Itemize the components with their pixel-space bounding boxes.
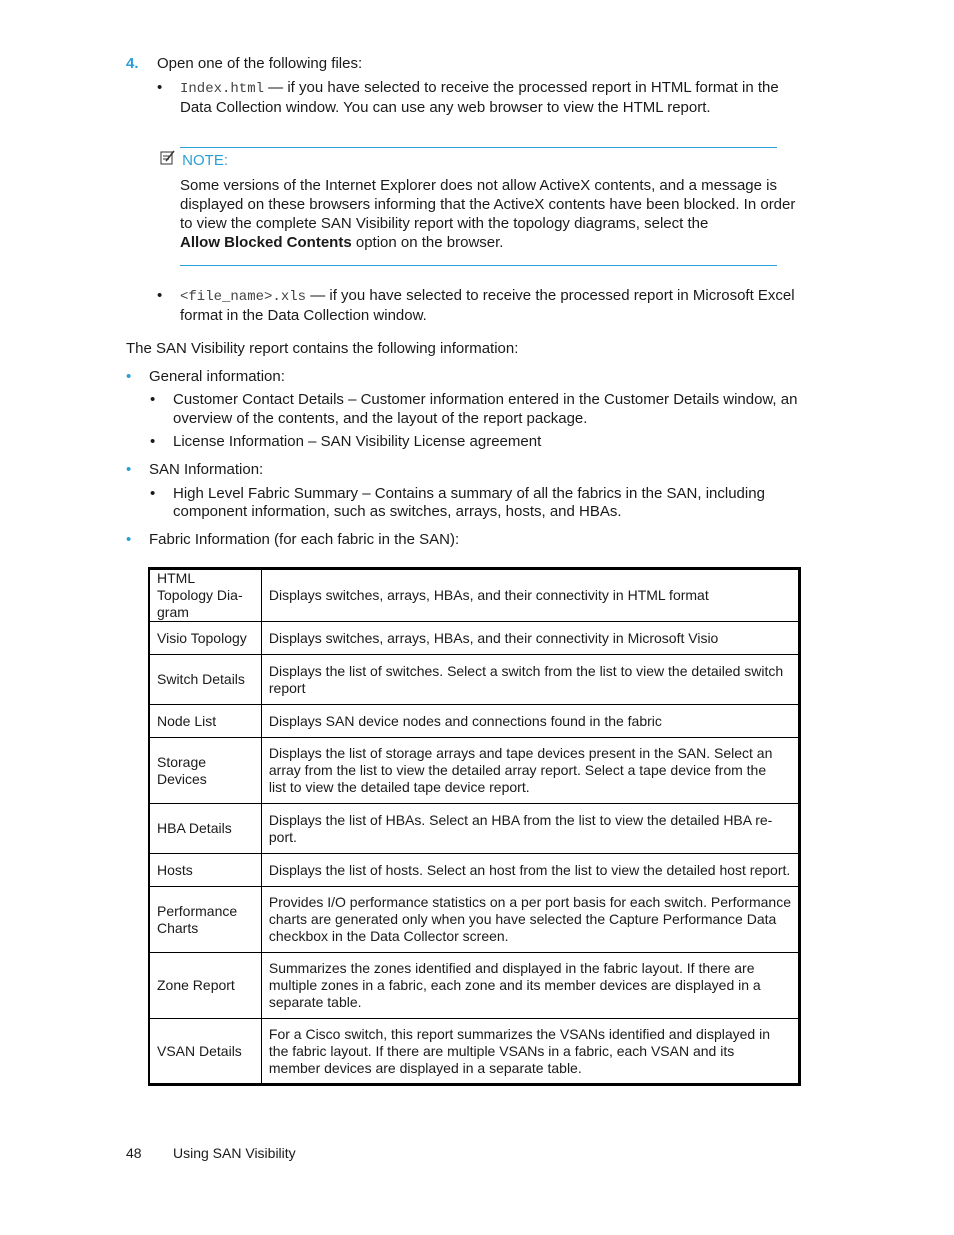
table-row — [149, 1019, 800, 1085]
list-item: Customer Contact Details – Customer information entered in the Customer Details window, an — [173, 391, 798, 408]
section-bullet: • — [126, 531, 132, 548]
list-item — [180, 286, 795, 307]
list-item — [180, 78, 779, 99]
report-description: port. — [268, 828, 297, 845]
report-name: Performance Charts — [157, 902, 238, 936]
report-desc-cell — [261, 705, 799, 738]
report-desc-cell — [261, 953, 799, 1019]
footer-title: Using SAN Visibility — [173, 1145, 296, 1161]
report-name-cell — [149, 738, 261, 804]
report-description: array from the list to view the detailed array report. Select a tape device from the — [268, 762, 767, 778]
filename-code: <file_name>.xls — [180, 289, 307, 305]
item-text: — if you have selected to receive the processed report in Microsoft Excel — [306, 287, 795, 304]
report-name: Hosts — [157, 861, 193, 878]
note-line: Some versions of the Internet Explorer does not allow ActiveX contents, and a message is — [180, 177, 777, 194]
report-description: Displays switches, arrays, HBAs, and their connectivity in HTML format — [268, 587, 709, 603]
note-top-rule — [180, 147, 777, 148]
report-name: HBA Details — [157, 820, 232, 836]
note-bottom-rule — [180, 265, 777, 266]
item-text: — if you have selected to receive the processed report in HTML format in the — [264, 79, 779, 96]
filename-code: Index.html — [180, 81, 265, 97]
table-row — [149, 804, 800, 854]
report-description: member devices are displayed in a separate table. — [268, 1059, 582, 1076]
section-title: SAN Information: — [149, 461, 264, 478]
report-description: Displays the list of HBAs. Select an HBA from the list to view the detailed HBA re- — [268, 811, 773, 828]
table-row — [149, 622, 800, 655]
report-description: Summarizes the zones identified and displayed in the fabric layout. If there are — [268, 960, 755, 976]
table-row — [149, 738, 800, 804]
table-row — [149, 569, 800, 622]
report-description: separate table. — [268, 994, 362, 1010]
report-name-cell — [149, 1019, 261, 1085]
section-bullet: • — [126, 368, 132, 385]
report-desc-cell — [261, 887, 799, 953]
table-row — [149, 887, 800, 953]
note-body — [180, 176, 795, 252]
report-description: Displays switches, arrays, HBAs, and their connectivity in Microsoft Visio — [268, 629, 719, 646]
report-name-cell — [149, 854, 261, 887]
report-description: multiple zones in a fabric, each zone and its member devices are displayed in a — [268, 977, 761, 993]
report-name: VSAN Details — [157, 1042, 242, 1059]
section-title: General information: — [149, 368, 285, 385]
section-bullet: • — [126, 461, 132, 478]
bullet-dot: • — [150, 433, 156, 450]
report-description: Displays SAN device nodes and connections found in the fabric — [268, 712, 662, 729]
report-desc-cell — [261, 1019, 799, 1085]
item-text-cont: format in the Data Collection window. — [180, 307, 427, 324]
report-name: Zone Report — [157, 977, 235, 993]
report-description: report — [268, 679, 306, 696]
note-label: NOTE: — [182, 152, 229, 169]
report-description: Provides I/O performance statistics on a per port basis for each switch. Performance — [268, 894, 791, 910]
report-description: Displays the list of switches. Select a switch from the list to view the detailed switch — [268, 662, 784, 679]
step-text: Open one of the following files: — [157, 55, 363, 72]
report-name-cell — [149, 953, 261, 1019]
report-name: Node List — [157, 712, 217, 729]
bullet-dot: • — [150, 391, 156, 408]
report-description: the fabric layout. If there are multiple VSANs in a fabric, each VSAN and its — [268, 1042, 735, 1059]
page-number: 48 — [126, 1145, 142, 1161]
list-item-cont: overview of the contents, and the layout of the report package. — [173, 410, 588, 427]
report-name-cell — [149, 569, 261, 622]
report-name: HTML Topology Dia- — [157, 570, 243, 603]
report-description: charts are generated only when you have selected the Capture Performance Data — [268, 911, 777, 927]
report-name-cell — [149, 804, 261, 854]
list-item: License Information – SAN Visibility License agreement — [173, 433, 542, 450]
item-text-cont: Data Collection window. You can use any web browser to view the HTML report. — [180, 99, 711, 116]
bullet-dot: • — [157, 287, 163, 304]
note-tail: option on the browser. — [351, 234, 504, 251]
intro-text: The SAN Visibility report contains the following information: — [126, 340, 519, 357]
note-line: displayed on these browsers informing that the ActiveX contents have been blocked. In order — [180, 196, 796, 213]
report-name-cell — [149, 705, 261, 738]
note-bold: Allow Blocked Contents — [180, 234, 352, 251]
note-line — [180, 233, 795, 252]
report-desc-cell — [261, 854, 799, 887]
section-title: Fabric Information (for each fabric in the SAN): — [149, 531, 460, 548]
list-item: High Level Fabric Summary – Contains a summary of all the fabrics in the SAN, including — [173, 485, 765, 502]
report-desc-cell — [261, 569, 799, 622]
note-label-row — [160, 150, 228, 170]
fabric-info-table — [148, 567, 801, 1086]
table-row — [149, 953, 800, 1019]
report-name: Switch Details — [157, 671, 245, 687]
report-description: For a Cisco switch, this report summarizes the VSANs identified and displayed in — [268, 1025, 770, 1042]
report-description: list to view the detailed tape device report. — [268, 779, 530, 795]
report-description: Displays the list of hosts. Select an host from the list to view the detailed host report. — [268, 861, 791, 878]
table-row — [149, 655, 800, 705]
report-desc-cell — [261, 622, 799, 655]
report-description: Displays the list of storage arrays and tape devices present in the SAN. Select an — [268, 745, 773, 761]
list-item-cont: component information, such as switches, arrays, hosts, and HBAs. — [173, 503, 622, 520]
report-desc-cell — [261, 804, 799, 854]
note-icon — [160, 150, 174, 164]
report-name-cell — [149, 622, 261, 655]
report-desc-cell — [261, 738, 799, 804]
bullet-dot: • — [150, 485, 156, 502]
report-desc-cell — [261, 655, 799, 705]
table-row — [149, 705, 800, 738]
report-name: Visio Topology — [157, 629, 247, 646]
bullet-dot: • — [157, 79, 163, 96]
report-name: Storage Devices — [157, 753, 207, 787]
note-line: to view the complete SAN Visibility report with the topology diagrams, select the — [180, 215, 709, 232]
report-name-cell — [149, 887, 261, 953]
report-name: gram — [157, 604, 189, 620]
report-name-cell — [149, 655, 261, 705]
table-row — [149, 854, 800, 887]
step-number: 4. — [126, 55, 139, 72]
report-description: checkbox in the Data Collector screen. — [268, 928, 509, 944]
